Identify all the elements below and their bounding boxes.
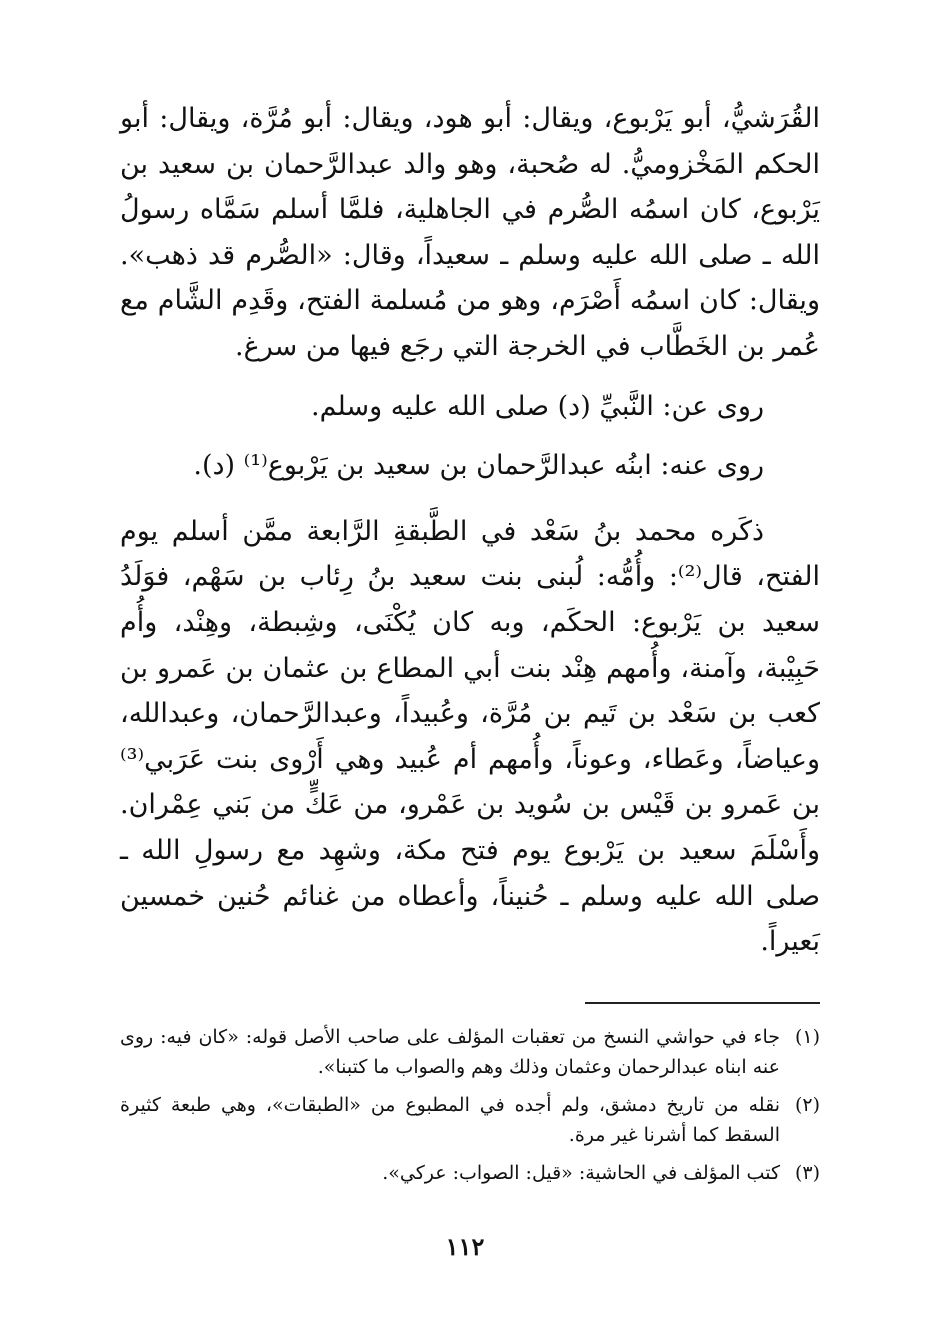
footnote-2 <box>120 1090 820 1150</box>
footnote-text: جاء في حواشي النسخ من تعقبات المؤلف على صاحب الأصل قوله: «كان فيه: روى عنه ابناه عبدالرحمان وعثمان وذلك وهم والصواب ما كتبنا». <box>120 1026 780 1078</box>
footnote-text: نقله من تاريخ دمشق، ولم أجده في المطبوع من «الطبقات»، وهي طبعة كثيرة السقط كما أشرنا غير مرة. <box>120 1094 780 1146</box>
narrated-by-line: روى عنه: ابنُه عبدالرَّحمان بن سعيد بن يَرْبوع⁽¹⁾ (د). <box>193 450 764 482</box>
footnote-number: (٢) <box>794 1094 820 1116</box>
page-number: ١١٢ <box>445 1232 485 1261</box>
footnote-1 <box>120 1022 820 1082</box>
footnote-text: كتب المؤلف في الحاشية: «قيل: الصواب: عركي». <box>382 1162 780 1184</box>
biography-paragraph: القُرَشيُّ، أبو يَرْبوع، ويقال: أبو هود، ويقال: أبو مُرَّة، ويقال: أبو الحكم المَخْزوميُّ. له صُحبة، وهو والد عبدالرَّحمان بن سعيد بن يَرْبوع، كان اسمُه الصُّرم في الجاهلية، فلمَّا أسلم سَمَّاه رسولُ الله ـ صلى الله عليه وسلم ـ سعيداً، وقال: «الصُّرم قد ذهب». ويقال: كان اسمُه أَصْرَم، وهو من مُسلمة الفتح، وقَدِم الشَّام مع عُمر بن الخَطَّاب في الخرجة التي رجَع فيها من سرغ. <box>120 103 820 362</box>
narrated-from-line: روى عن: النَّبيِّ (د) صلى الله عليه وسلم. <box>310 390 764 422</box>
footnote-divider <box>585 1002 820 1004</box>
footnote-number: (١) <box>794 1026 820 1048</box>
footnotes <box>120 1022 820 1188</box>
footnote-number: (٣) <box>794 1162 820 1184</box>
main-text <box>120 96 820 965</box>
footnote-3 <box>120 1158 820 1188</box>
ibn-sad-paragraph: ذكَره محمد بنُ سَعْد في الطَّبقةِ الرَّابعة ممَّن أسلم يوم الفتح، قال⁽²⁾: وأُمُّه: لُبنى بنت سعيد بنُ رِئاب بن سَهْم، فوَلَدُ سعيد بن يَرْبوع: الحكَم، وبه كان يُكْنَى، وشِبطة، وهِنْد، وأُم حَبِيْبة، وآمنة، وأُمهم هِنْد بنت أبي المطاع بن عثمان بن عَمرو بن كعب بن سَعْد بن تَيم بن مُرَّة، وعُبيداً، وعبدالرَّحمان، وعبدالله، وعياضاً، وعَطاء، وعوناً، وأُمهم أم عُبيد وهي أَرْوى بنت عَرَبي⁽³⁾ بن عَمرو بن قَيْس بن سُويد بن عَمْرو، من عَكٍّ من بَني عِمْران. وأَسْلَمَ سعيد بن يَرْبوع يوم فتح مكة، وشهِد مع رسولِ الله ـ صلى الله عليه وسلم ـ حُنيناً، وأعطاه من غنائم حُنين خمسين بَعيراً. <box>120 515 820 958</box>
